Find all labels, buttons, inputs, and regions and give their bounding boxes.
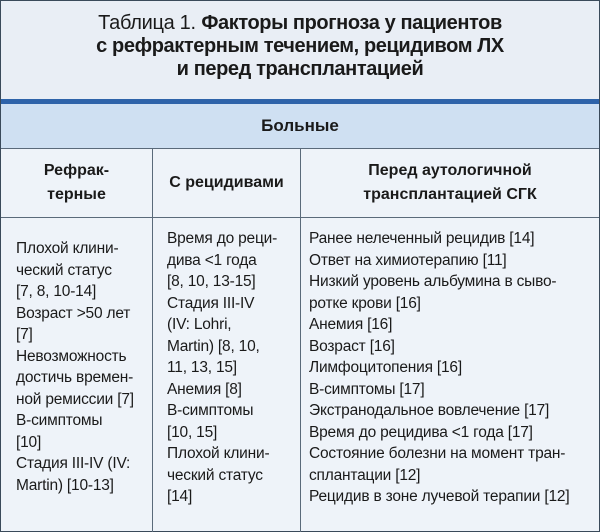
list-item: Ранее нелеченный рецидив [14]	[309, 230, 535, 247]
table-title-line-3: и перед трансплантацией	[176, 58, 424, 80]
table-title-line-1: Факторы прогноза у пациентов	[201, 12, 502, 34]
col-divider-1	[152, 149, 153, 532]
col-header-refractory: Рефрак- терные	[43, 162, 110, 203]
col-header-relapse: С рецидивами	[169, 174, 284, 191]
group-header: Больные	[1, 104, 599, 149]
table-title-line-2: с рефрактерным течением, рецидивом ЛХ	[96, 35, 504, 57]
list-item: Время до реци- дива <1 года [8, 10, 13-15]	[167, 230, 278, 290]
list-item: Стадия III-IV (IV: Martin) [10-13]	[16, 455, 131, 494]
col-relapse	[167, 218, 300, 532]
list-item: Анемия [8]	[167, 380, 242, 398]
list-item: Плохой клини- ческий статус [7, 8, 10-14]	[16, 240, 119, 300]
list-item: В-симптомы [10]	[16, 412, 103, 451]
list-item: Рецидив в зоне лучевой терапии [12]	[309, 488, 570, 505]
col-divider-2	[300, 149, 301, 532]
list-item: Лимфоцитопения [16]	[309, 359, 462, 376]
table-title	[1, 1, 599, 100]
list-item: Плохой клини- ческий статус [14]	[167, 445, 270, 505]
list-item: Возраст [16]	[309, 337, 395, 355]
list-item: Низкий уровень альбумина в сыво- ротке крови [16]	[309, 273, 557, 312]
list-item: Анемия [16]	[309, 316, 393, 333]
list-item: Стадия III-IV (IV: Lohri, Martin) [8, 10, 11, 13, 15]	[167, 294, 260, 376]
list-item: Невозможность достичь времен- ной ремиссии [7]	[16, 347, 134, 408]
col-pretransplant	[309, 218, 599, 532]
col-header-pretransplant: Перед аутологичной трансплантацией СГК	[363, 162, 537, 203]
list-item: Ответ на химиотерапию [11]	[309, 251, 507, 269]
list-item: Возраст >50 лет [7]	[16, 304, 131, 343]
list-item: Время до рецидива <1 года [17]	[309, 423, 533, 441]
list-item: Состояние болезни на момент тран- сплантации [12]	[309, 445, 566, 484]
list-item: В-симптомы [17]	[309, 380, 425, 398]
table-label: Таблица 1.	[98, 12, 196, 34]
list-item: Экстранодальное вовлечение [17]	[309, 402, 550, 419]
list-item: В-симптомы [10, 15]	[167, 402, 254, 441]
col-refractory	[16, 218, 152, 532]
